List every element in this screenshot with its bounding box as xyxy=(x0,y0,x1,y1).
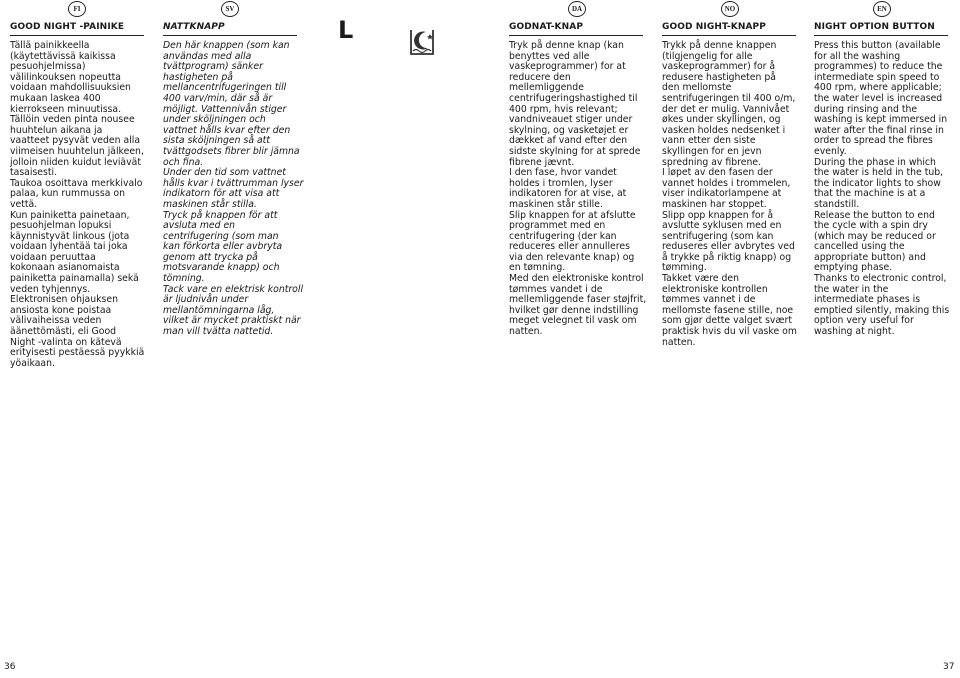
language-badge-en: EN xyxy=(873,1,891,17)
heading-divider xyxy=(163,35,297,36)
heading-divider xyxy=(509,35,643,36)
column-text-da: Tryk på denne knap (kan benyttes ved alle vaskeprogrammer) for at reducere den mellemliggende centrifugeringshastighed til 400 rpm, hvis relevant; vandniveauet stiger under skylning, og vasketøjet er dækket af vand efter den sidste skylning for at sprede fibrene jævnt. I den fase, hvor vandet holdes i tromlen, lyser indikatoren for at vise, at maskinen står stille. Slip knappen for at afslutte programmet med en centrifugering (der kan reduceres eller annulleres via den relevante knap) og en tømning. Med den elektroniske kontrol tømmes vandet i de mellemliggende faser støjfrit, hvilket gør denne indstilling meget velegnet til vask om natten. xyxy=(509,40,647,338)
language-badge-no: NO xyxy=(721,1,739,17)
column-heading-sv: NATTKNAPP xyxy=(163,22,225,32)
column-heading-da: GODNAT-KNAP xyxy=(509,22,584,32)
column-heading-fi: GOOD NIGHT -PAINIKE xyxy=(10,22,125,32)
section-letter: L xyxy=(338,16,354,44)
column-text-no: Trykk på denne knappen (tilgjengelig for alle vaskeprogrammer) for å redusere hastigheten på den mellomste sentrifugeringen til 400 o/m, der det er mulig. Vannivået økes under skyllingen, og vasken holdes nedsenket i vann etter den siste skyllingen for en jevn spredning av fibrene. I løpet av den fasen der vannet holdes i trommelen, viser indikatorlampene at maskinen har stoppet. Slipp opp knappen for å avslutte syklusen med en sentrifugering (som kan reduseres eller avbrytes ved å trykke på riktig knapp) og tømming. Takket være den elektroniske kontrollen tømmes vannet i de mellomste fasene stille, noe som gjør dette valget svært praktisk hvis du vil vaske om natten. xyxy=(662,40,797,348)
language-badge-da: DA xyxy=(568,1,586,17)
heading-divider xyxy=(814,35,948,36)
column-text-fi: Tällä painikkeella (käytettävissä kaikissa pesuohjelmissa) välilinkouksen nopeutta voidaan mahdollisuuksien mukaan laskea 400 kierrokseen minuutissa. Tällöin veden pinta nousee huuhtelun aikana ja vaatteet pysyvät veden alla viimeisen huuhtelun jälkeen, jolloin niiden kuidut leviävät tasaisesti. Taukoa osoittava merkkivalo palaa, kun rummussa on vettä. Kun painiketta painetaan, pesuohjelman lopuksi käynnistyvät linkous (jota voidaan lyhentää tai joka voidaan peruuttaa kokonaan asianomaista painiketta painamalla) sekä veden tyhjennys. Elektronisen ohjauksen ansiosta kone poistaa välivaiheissa veden äänettömästi, eli Good Night -valinta on kätevä erityisesti pestäessä pyykkiä yöaikaan. xyxy=(10,40,145,369)
language-badge-fi: FI xyxy=(68,1,86,17)
page-number-left: 36 xyxy=(4,662,16,672)
column-heading-en: NIGHT OPTION BUTTON xyxy=(814,22,935,32)
column-heading-no: GOOD NIGHT-KNAPP xyxy=(662,22,766,32)
column-text-en: Press this button (available for all the washing programmes) to reduce the intermediate spin speed to 400 rpm, where applicable; the water level is increased during rinsing and the washing is kept immersed in water after the final rinse in order to spread the fibres evenly. During the phase in which the water is held in the tub, the indicator lights to show that the machine is at a standstill. Release the button to end the cycle with a spin dry (which may be reduced or cancelled using the appropriate button) and emptying phase. Thanks to electronic control, the water in the intermediate phases is emptied silently, making this option very useful for washing at night. xyxy=(814,40,950,338)
heading-divider xyxy=(662,35,796,36)
column-text-sv: Den här knappen (som kan användas med alla tvättprogram) sänker hastigheten på mellancentrifugeringen till 400 varv/min, där så är möjligt. Vattennivån stiger under sköljningen och vattnet hålls kvar efter den sista sköljningen så att tvättgodsets fibrer blir jämna och fina. Under den tid som vattnet hålls kvar i tvättrumman lyser indikatorn för att visa att maskinen står stilla. Tryck på knappen för att avsluta med en centrifugering (som man kan förkorta eller avbryta genom att trycka på motsvarande knapp) och tömning. Tack vare en elektrisk kontroll är ljudnivån under mellantömningarna låg, vilket är mycket praktiskt när man vill tvätta nattetid. xyxy=(163,40,304,338)
language-badge-sv: SV xyxy=(221,1,239,17)
page-number-right: 37 xyxy=(943,662,955,672)
moon-basin-icon xyxy=(404,24,440,60)
heading-divider xyxy=(10,35,144,36)
